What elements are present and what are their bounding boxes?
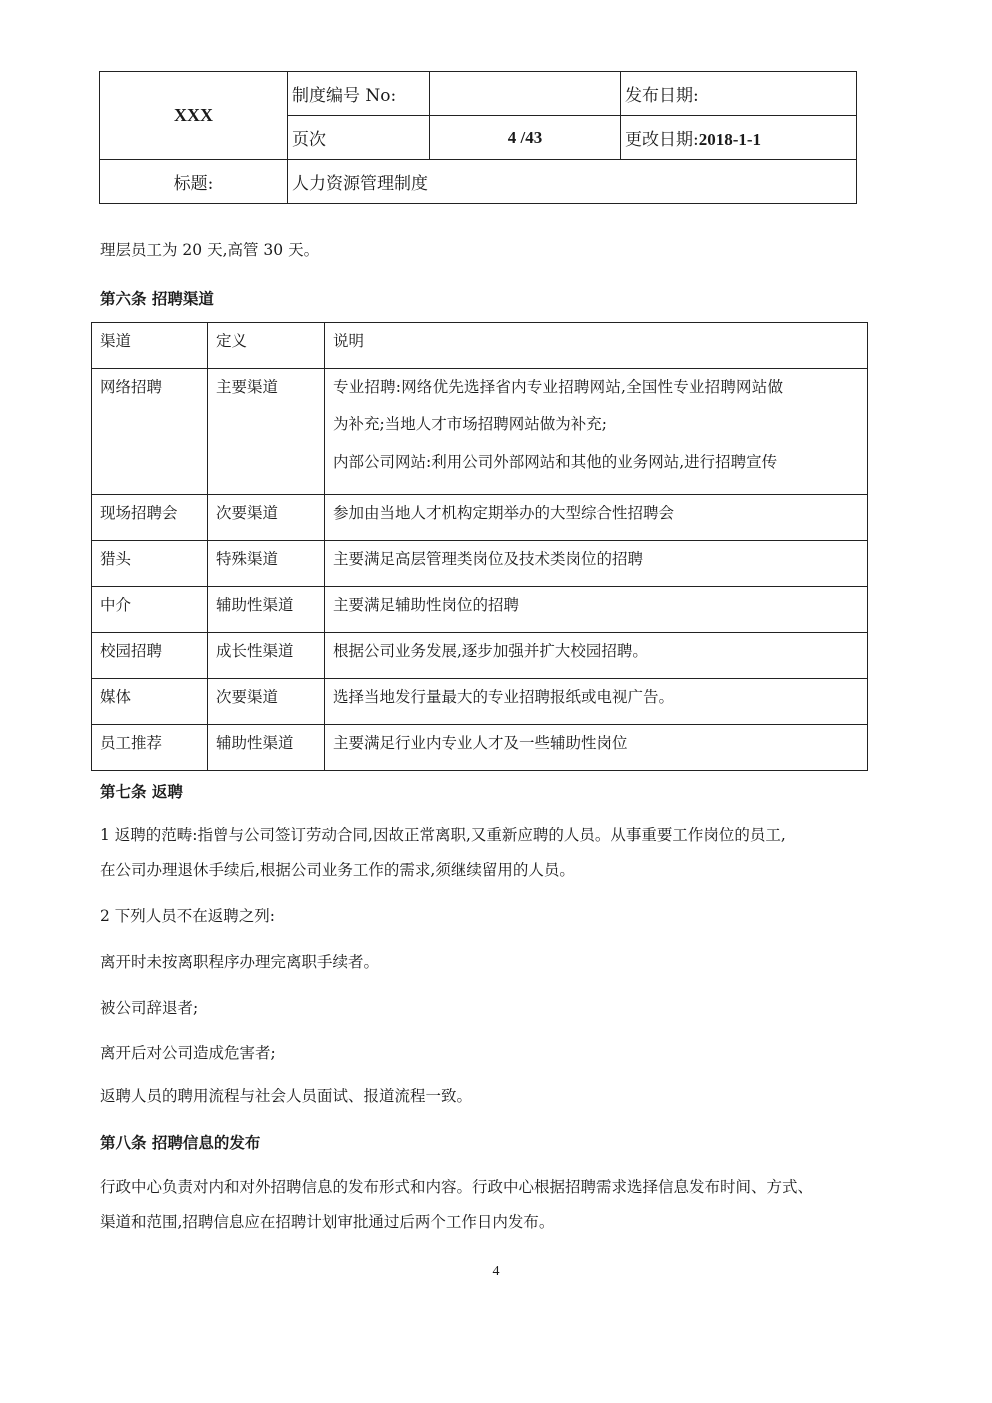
description-cell: 参加由当地人才机构定期举办的大型综合性招聘会 xyxy=(325,495,868,541)
page-number: 4 xyxy=(492,1264,500,1279)
column-header: 说明 xyxy=(325,323,868,369)
description-cell: 根据公司业务发展,逐步加强并扩大校园招聘。 xyxy=(325,633,868,679)
intro-line: 理层员工为 20 天,高管 30 天。 xyxy=(100,241,320,259)
title-value: 人力资源管理制度 xyxy=(288,160,857,204)
revise-date-cell xyxy=(621,116,857,160)
description-cell: 选择当地发行量最大的专业招聘报纸或电视广告。 xyxy=(325,679,868,725)
table-row xyxy=(92,541,868,587)
section7-p1-line2: 在公司办理退休手续后,根据公司业务工作的需求,须继续留用的人员。 xyxy=(100,861,575,879)
column-header: 定义 xyxy=(208,323,325,369)
table-row xyxy=(92,679,868,725)
header-table xyxy=(99,71,857,204)
definition-cell: 辅助性渠道 xyxy=(208,725,325,771)
table-row xyxy=(92,369,868,495)
description-cell: 主要满足辅助性岗位的招聘 xyxy=(325,587,868,633)
publish-date-label: 发布日期: xyxy=(621,72,857,116)
section8-p1-line2: 渠道和范围,招聘信息应在招聘计划审批通过后两个工作日内发布。 xyxy=(100,1213,555,1231)
section7-heading: 第七条 返聘 xyxy=(100,782,183,801)
revise-date-label: 更改日期: xyxy=(625,130,699,150)
channel-cell: 员工推荐 xyxy=(92,725,208,771)
table-row xyxy=(92,633,868,679)
column-header: 渠道 xyxy=(92,323,208,369)
section7-p1-line1: 1 返聘的范畴:指曾与公司签订劳动合同,因故正常离职,又重新应聘的人员。从事重要工作岗位的员工, xyxy=(100,826,786,844)
channel-cell: 现场招聘会 xyxy=(92,495,208,541)
definition-cell: 特殊渠道 xyxy=(208,541,325,587)
section8-heading: 第八条 招聘信息的发布 xyxy=(100,1133,261,1152)
definition-cell: 成长性渠道 xyxy=(208,633,325,679)
channel-cell: 中介 xyxy=(92,587,208,633)
channel-cell: 媒体 xyxy=(92,679,208,725)
channel-cell: 网络招聘 xyxy=(92,369,208,495)
table-header-row xyxy=(92,323,868,369)
company-name: XXX xyxy=(100,72,288,160)
revise-date-value: 2018-1-1 xyxy=(698,130,762,149)
definition-cell: 辅助性渠道 xyxy=(208,587,325,633)
definition-cell: 主要渠道 xyxy=(208,369,325,495)
definition-cell: 次要渠道 xyxy=(208,495,325,541)
description-cell: 主要满足高层管理类岗位及技术类岗位的招聘 xyxy=(325,541,868,587)
definition-cell: 次要渠道 xyxy=(208,679,325,725)
doc-no-label: 制度编号 No: xyxy=(288,72,430,116)
description-cell: 专业招聘:网络优先选择省内专业招聘网站,全国性专业招聘网站做 为补充;当地人才市场招聘网站做为补充; 内部公司网站:利用公司外部网站和其他的业务网站,进行招聘宣传 xyxy=(325,369,868,495)
channel-cell: 猎头 xyxy=(92,541,208,587)
table-row xyxy=(92,587,868,633)
title-label: 标题: xyxy=(100,160,288,204)
section7-p6: 返聘人员的聘用流程与社会人员面试、报道流程一致。 xyxy=(100,1087,473,1105)
page-label: 页次 xyxy=(288,116,430,160)
section6-heading: 第六条 招聘渠道 xyxy=(100,289,214,308)
channel-cell: 校园招聘 xyxy=(92,633,208,679)
table-row xyxy=(92,725,868,771)
doc-no-value xyxy=(430,72,621,116)
section8-p1-line1: 行政中心负责对内和对外招聘信息的发布形式和内容。行政中心根据招聘需求选择信息发布时间、方式、 xyxy=(100,1178,814,1196)
section7-p5: 离开后对公司造成危害者; xyxy=(100,1044,276,1062)
section7-p4: 被公司辞退者; xyxy=(100,999,199,1017)
table-row xyxy=(92,495,868,541)
section7-p2: 2 下列人员不在返聘之列: xyxy=(100,907,276,925)
description-cell: 主要满足行业内专业人才及一些辅助性岗位 xyxy=(325,725,868,771)
page-value: 4 /43 xyxy=(430,116,621,160)
section7-p3: 离开时未按离职程序办理完离职手续者。 xyxy=(100,953,380,971)
channel-table xyxy=(91,322,868,771)
